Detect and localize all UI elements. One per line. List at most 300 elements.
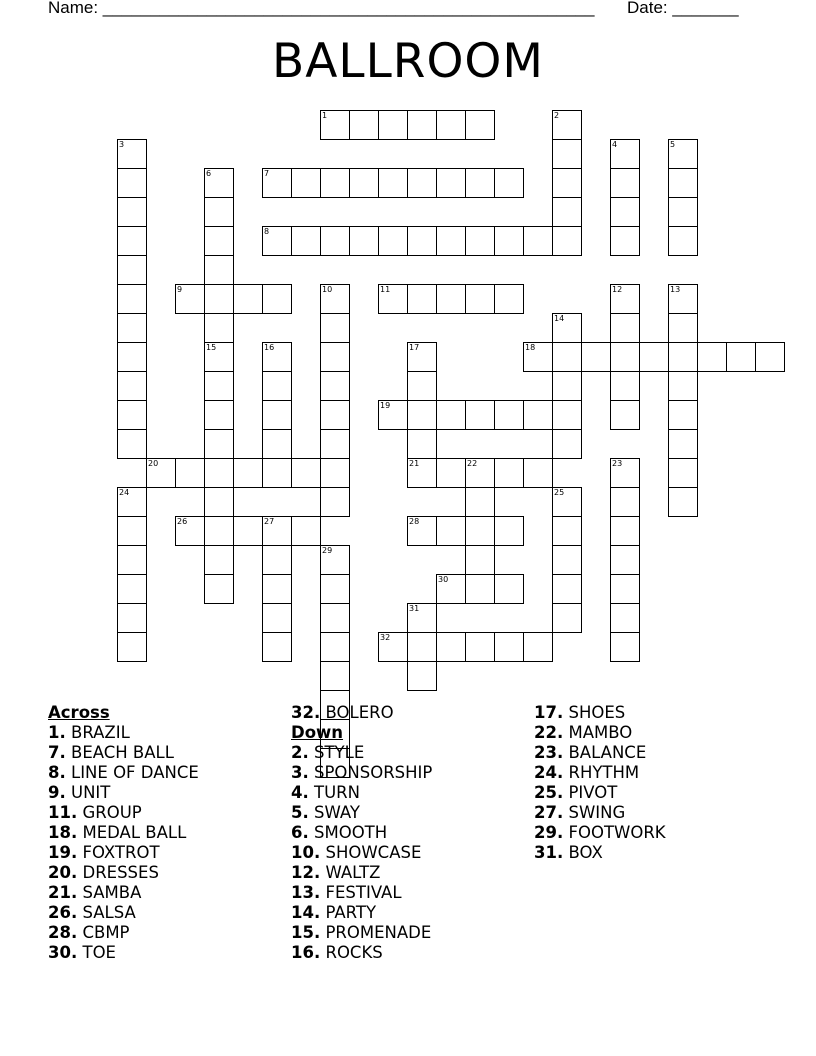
- clue-item: [291, 903, 531, 923]
- clue-number: 21: [409, 459, 420, 468]
- grid-cell[interactable]: [378, 632, 408, 662]
- clue-num: 23.: [534, 743, 564, 762]
- grid-cell[interactable]: [552, 545, 582, 575]
- clue-answer: STYLE: [314, 743, 365, 762]
- grid-cell[interactable]: [610, 168, 640, 198]
- grid-cell[interactable]: [726, 342, 756, 372]
- grid-cell[interactable]: [320, 545, 350, 575]
- clue-number: 1: [322, 111, 328, 120]
- clue-item: [534, 723, 774, 743]
- grid-cell[interactable]: [465, 458, 495, 488]
- grid-cell[interactable]: [465, 516, 495, 546]
- clue-number: 9: [177, 285, 183, 294]
- clue-item: [48, 763, 288, 783]
- grid-cell[interactable]: [320, 342, 350, 372]
- grid-cell[interactable]: [204, 226, 234, 256]
- clue-item: [291, 803, 531, 823]
- grid-cell[interactable]: [610, 632, 640, 662]
- grid-cell[interactable]: [262, 168, 292, 198]
- grid-cell[interactable]: [668, 139, 698, 169]
- clue-num: 5.: [291, 803, 309, 822]
- clue-answer: SWING: [568, 803, 626, 822]
- clue-item: [291, 823, 531, 843]
- clue-answer: PIVOT: [568, 783, 618, 802]
- grid-cell[interactable]: [494, 632, 524, 662]
- clue-num: 28.: [48, 923, 78, 942]
- clue-number: 30: [438, 575, 449, 584]
- grid-cell[interactable]: [552, 226, 582, 256]
- grid-cell[interactable]: [610, 342, 640, 372]
- grid-cell[interactable]: [407, 110, 437, 140]
- clue-item: [48, 883, 288, 903]
- clue-number: 18: [525, 343, 536, 352]
- grid-cell[interactable]: [204, 429, 234, 459]
- grid-cell[interactable]: [610, 545, 640, 575]
- clue-column-3: [534, 703, 774, 863]
- grid-cell[interactable]: [465, 226, 495, 256]
- grid-cell[interactable]: [233, 458, 263, 488]
- grid-cell[interactable]: [552, 603, 582, 633]
- clue-number: 23: [612, 459, 623, 468]
- grid-cell[interactable]: [668, 284, 698, 314]
- clue-item: [48, 903, 288, 923]
- grid-cell[interactable]: [552, 342, 582, 372]
- grid-cell[interactable]: [494, 516, 524, 546]
- grid-cell[interactable]: [117, 516, 147, 546]
- grid-cell[interactable]: [610, 487, 640, 517]
- grid-cell[interactable]: [610, 603, 640, 633]
- grid-cell[interactable]: [117, 429, 147, 459]
- clue-num: 26.: [48, 903, 78, 922]
- grid-cell[interactable]: [436, 516, 466, 546]
- clue-answer: DRESSES: [82, 863, 159, 882]
- grid-cell[interactable]: [117, 400, 147, 430]
- grid-cell[interactable]: [262, 226, 292, 256]
- grid-cell[interactable]: [523, 342, 553, 372]
- grid-cell[interactable]: [407, 661, 437, 691]
- clue-num: 3.: [291, 763, 309, 782]
- clue-answer: SHOES: [568, 703, 626, 722]
- grid-cell[interactable]: [668, 371, 698, 401]
- grid-cell[interactable]: [436, 574, 466, 604]
- page-title: BALLROOM: [272, 34, 544, 89]
- clue-item: [291, 923, 531, 943]
- grid-cell[interactable]: [668, 226, 698, 256]
- grid-cell[interactable]: [668, 429, 698, 459]
- grid-cell[interactable]: [117, 545, 147, 575]
- clue-number: 32: [380, 633, 391, 642]
- clue-answer: PARTY: [325, 903, 377, 922]
- grid-cell[interactable]: [117, 574, 147, 604]
- grid-cell[interactable]: [668, 313, 698, 343]
- grid-cell[interactable]: [465, 110, 495, 140]
- clue-answer: GROUP: [82, 803, 142, 822]
- clue-answer: ROCKS: [325, 943, 383, 962]
- clue-num: 12.: [291, 863, 321, 882]
- grid-cell[interactable]: [465, 632, 495, 662]
- grid-cell[interactable]: [204, 487, 234, 517]
- grid-cell[interactable]: [320, 284, 350, 314]
- grid-cell[interactable]: [117, 313, 147, 343]
- grid-cell[interactable]: [552, 429, 582, 459]
- clue-number: 29: [322, 546, 333, 555]
- grid-cell[interactable]: [610, 313, 640, 343]
- clue-answer: UNIT: [71, 783, 111, 802]
- grid-cell[interactable]: [407, 168, 437, 198]
- grid-cell[interactable]: [262, 342, 292, 372]
- clue-number: 4: [612, 140, 618, 149]
- clue-item: [291, 863, 531, 883]
- clue-number: 12: [612, 285, 623, 294]
- grid-cell[interactable]: [320, 400, 350, 430]
- clue-num: 16.: [291, 943, 321, 962]
- grid-cell[interactable]: [262, 632, 292, 662]
- grid-cell[interactable]: [494, 574, 524, 604]
- grid-cell[interactable]: [204, 284, 234, 314]
- grid-cell[interactable]: [378, 226, 408, 256]
- clue-item: [291, 743, 531, 763]
- across-heading: Across: [48, 703, 110, 722]
- grid-cell[interactable]: [465, 545, 495, 575]
- grid-cell[interactable]: [117, 255, 147, 285]
- grid-cell[interactable]: [378, 400, 408, 430]
- clue-number: 20: [148, 459, 159, 468]
- grid-cell[interactable]: [320, 458, 350, 488]
- clue-number: 5: [670, 140, 676, 149]
- grid-cell[interactable]: [204, 342, 234, 372]
- grid-cell[interactable]: [523, 632, 553, 662]
- grid-cell[interactable]: [668, 342, 698, 372]
- grid-cell[interactable]: [465, 487, 495, 517]
- clue-answer: PROMENADE: [325, 923, 432, 942]
- grid-cell[interactable]: [552, 313, 582, 343]
- grid-cell[interactable]: [610, 574, 640, 604]
- clue-item: [291, 783, 531, 803]
- grid-cell[interactable]: [204, 255, 234, 285]
- clue-number: 24: [119, 488, 130, 497]
- clue-num: 17.: [534, 703, 564, 722]
- clue-number: 22: [467, 459, 478, 468]
- clue-num: 22.: [534, 723, 564, 742]
- grid-cell[interactable]: [175, 458, 205, 488]
- grid-cell[interactable]: [407, 603, 437, 633]
- clue-num: 19.: [48, 843, 78, 862]
- clue-item: [48, 783, 288, 803]
- grid-cell[interactable]: [610, 516, 640, 546]
- grid-cell[interactable]: [320, 429, 350, 459]
- clue-item: [534, 743, 774, 763]
- grid-cell[interactable]: [262, 516, 292, 546]
- clue-item: [291, 943, 531, 963]
- grid-cell[interactable]: [117, 371, 147, 401]
- clue-answer: SAMBA: [82, 883, 142, 902]
- grid-cell[interactable]: [117, 603, 147, 633]
- grid-cell[interactable]: [639, 342, 669, 372]
- grid-cell[interactable]: [262, 603, 292, 633]
- grid-cell[interactable]: [407, 400, 437, 430]
- clue-num: 13.: [291, 883, 321, 902]
- clue-number: 25: [554, 488, 565, 497]
- grid-cell[interactable]: [204, 400, 234, 430]
- grid-cell[interactable]: [117, 197, 147, 227]
- clue-item: [534, 843, 774, 863]
- grid-cell[interactable]: [378, 168, 408, 198]
- clue-num: 6.: [291, 823, 309, 842]
- clue-item: [48, 923, 288, 943]
- clue-number: 27: [264, 517, 275, 526]
- clue-number: 17: [409, 343, 420, 352]
- grid-cell[interactable]: [494, 226, 524, 256]
- grid-cell[interactable]: [204, 197, 234, 227]
- grid-cell[interactable]: [349, 110, 379, 140]
- grid-cell[interactable]: [610, 284, 640, 314]
- grid-cell[interactable]: [407, 226, 437, 256]
- clue-num: 24.: [534, 763, 564, 782]
- clue-answer: MAMBO: [568, 723, 633, 742]
- grid-cell[interactable]: [523, 226, 553, 256]
- clue-answer: BOX: [568, 843, 603, 862]
- grid-cell[interactable]: [465, 400, 495, 430]
- grid-cell[interactable]: [610, 139, 640, 169]
- grid-cell[interactable]: [552, 487, 582, 517]
- grid-cell[interactable]: [262, 400, 292, 430]
- grid-cell[interactable]: [436, 284, 466, 314]
- grid-cell[interactable]: [291, 458, 321, 488]
- clue-number: 15: [206, 343, 217, 352]
- clue-number: 3: [119, 140, 125, 149]
- grid-cell[interactable]: [262, 371, 292, 401]
- clue-number: 19: [380, 401, 391, 410]
- grid-cell[interactable]: [436, 110, 466, 140]
- clue-item: [48, 823, 288, 843]
- clue-number: 11: [380, 285, 391, 294]
- clue-answer: FOOTWORK: [568, 823, 666, 842]
- clue-item: [48, 843, 288, 863]
- clue-num: 31.: [534, 843, 564, 862]
- grid-cell[interactable]: [320, 168, 350, 198]
- clue-answer: FESTIVAL: [325, 883, 402, 902]
- grid-cell[interactable]: [262, 545, 292, 575]
- grid-cell[interactable]: [233, 284, 263, 314]
- grid-cell[interactable]: [320, 313, 350, 343]
- clue-number: 10: [322, 285, 333, 294]
- grid-cell[interactable]: [204, 545, 234, 575]
- grid-cell[interactable]: [552, 110, 582, 140]
- clue-answer: FOXTROT: [82, 843, 160, 862]
- grid-cell[interactable]: [552, 197, 582, 227]
- grid-cell[interactable]: [668, 487, 698, 517]
- grid-cell[interactable]: [755, 342, 785, 372]
- clue-item: [48, 723, 288, 743]
- clue-number: 28: [409, 517, 420, 526]
- grid-cell[interactable]: [407, 371, 437, 401]
- grid-cell[interactable]: [378, 284, 408, 314]
- clue-item: [291, 763, 531, 783]
- grid-cell[interactable]: [407, 458, 437, 488]
- grid-cell[interactable]: [494, 458, 524, 488]
- grid-cell[interactable]: [378, 110, 408, 140]
- clue-answer: SPONSORSHIP: [314, 763, 433, 782]
- clue-item: [291, 883, 531, 903]
- grid-cell[interactable]: [262, 458, 292, 488]
- clue-item: [48, 863, 288, 883]
- grid-cell[interactable]: [610, 226, 640, 256]
- clue-num: 20.: [48, 863, 78, 882]
- grid-cell[interactable]: [175, 284, 205, 314]
- grid-cell[interactable]: [697, 342, 727, 372]
- clue-item: [291, 703, 531, 723]
- clue-answer: MEDAL BALL: [82, 823, 187, 842]
- grid-cell[interactable]: [204, 313, 234, 343]
- clue-num: 25.: [534, 783, 564, 802]
- grid-cell[interactable]: [610, 197, 640, 227]
- grid-cell[interactable]: [349, 226, 379, 256]
- clue-num: 7.: [48, 743, 66, 762]
- clue-num: 15.: [291, 923, 321, 942]
- grid-cell[interactable]: [407, 342, 437, 372]
- clue-item: [534, 703, 774, 723]
- grid-cell[interactable]: [552, 371, 582, 401]
- grid-cell[interactable]: [233, 516, 263, 546]
- clue-item: [534, 783, 774, 803]
- grid-cell[interactable]: [668, 400, 698, 430]
- grid-cell[interactable]: [320, 574, 350, 604]
- grid-cell[interactable]: [465, 574, 495, 604]
- clue-answer: SWAY: [314, 803, 360, 822]
- grid-cell[interactable]: [320, 661, 350, 691]
- clue-answer: BOLERO: [325, 703, 394, 722]
- clue-num: 18.: [48, 823, 78, 842]
- grid-cell[interactable]: [291, 226, 321, 256]
- clue-item: [48, 743, 288, 763]
- grid-cell[interactable]: [349, 168, 379, 198]
- clue-item: [48, 943, 288, 963]
- clue-num: 11.: [48, 803, 78, 822]
- clue-answer: BRAZIL: [71, 723, 130, 742]
- grid-cell[interactable]: [175, 516, 205, 546]
- grid-cell[interactable]: [320, 632, 350, 662]
- grid-cell[interactable]: [494, 284, 524, 314]
- grid-cell[interactable]: [204, 168, 234, 198]
- grid-cell[interactable]: [668, 168, 698, 198]
- clue-answer: TOE: [82, 943, 116, 962]
- grid-cell[interactable]: [465, 284, 495, 314]
- grid-cell[interactable]: [610, 371, 640, 401]
- grid-cell[interactable]: [320, 226, 350, 256]
- grid-cell[interactable]: [465, 168, 495, 198]
- grid-cell[interactable]: [552, 139, 582, 169]
- grid-cell[interactable]: [407, 429, 437, 459]
- clue-column-1: [48, 703, 288, 963]
- clue-answer: SALSA: [82, 903, 136, 922]
- grid-cell[interactable]: [117, 139, 147, 169]
- clue-answer: WALTZ: [325, 863, 381, 882]
- clue-num: 1.: [48, 723, 66, 742]
- grid-cell[interactable]: [262, 284, 292, 314]
- clue-answer: CBMP: [82, 923, 130, 942]
- grid-cell[interactable]: [436, 226, 466, 256]
- grid-cell[interactable]: [407, 284, 437, 314]
- grid-cell[interactable]: [610, 400, 640, 430]
- grid-cell[interactable]: [117, 342, 147, 372]
- grid-cell[interactable]: [552, 168, 582, 198]
- grid-cell[interactable]: [552, 574, 582, 604]
- clue-num: 30.: [48, 943, 78, 962]
- clue-num: 14.: [291, 903, 321, 922]
- grid-cell[interactable]: [407, 632, 437, 662]
- grid-cell[interactable]: [204, 371, 234, 401]
- clue-number: 7: [264, 169, 270, 178]
- name-line: Name: ____________________________________________________: [48, 0, 595, 17]
- clue-answer: BALANCE: [568, 743, 647, 762]
- clue-number: 16: [264, 343, 275, 352]
- grid-cell[interactable]: [320, 603, 350, 633]
- clue-number: 2: [554, 111, 560, 120]
- clue-item: [534, 763, 774, 783]
- grid-cell[interactable]: [552, 400, 582, 430]
- grid-cell[interactable]: [117, 632, 147, 662]
- clue-num: 21.: [48, 883, 78, 902]
- grid-cell[interactable]: [610, 458, 640, 488]
- date-line: Date: _______: [627, 0, 739, 17]
- grid-cell[interactable]: [494, 168, 524, 198]
- clue-column-2: [291, 703, 531, 963]
- clue-number: 14: [554, 314, 565, 323]
- clue-item: [291, 843, 531, 863]
- grid-cell[interactable]: [320, 371, 350, 401]
- grid-cell[interactable]: [581, 342, 611, 372]
- grid-cell[interactable]: [436, 632, 466, 662]
- grid-cell[interactable]: [146, 458, 176, 488]
- grid-cell[interactable]: [552, 516, 582, 546]
- grid-cell[interactable]: [291, 516, 321, 546]
- grid-cell[interactable]: [204, 458, 234, 488]
- grid-cell[interactable]: [668, 458, 698, 488]
- grid-cell[interactable]: [117, 284, 147, 314]
- clue-num: 27.: [534, 803, 564, 822]
- grid-cell[interactable]: [204, 516, 234, 546]
- grid-cell[interactable]: [407, 516, 437, 546]
- grid-cell[interactable]: [494, 400, 524, 430]
- clue-num: 10.: [291, 843, 321, 862]
- grid-cell[interactable]: [204, 574, 234, 604]
- grid-cell[interactable]: [523, 458, 553, 488]
- grid-cell[interactable]: [668, 197, 698, 227]
- grid-cell[interactable]: [436, 458, 466, 488]
- down-heading: Down: [291, 723, 344, 742]
- clue-number: 31: [409, 604, 420, 613]
- clue-number: 13: [670, 285, 681, 294]
- grid-cell[interactable]: [436, 400, 466, 430]
- clue-num: 29.: [534, 823, 564, 842]
- grid-cell[interactable]: [320, 110, 350, 140]
- clue-number: 6: [206, 169, 212, 178]
- grid-cell[interactable]: [320, 487, 350, 517]
- grid-cell[interactable]: [436, 168, 466, 198]
- grid-cell[interactable]: [117, 487, 147, 517]
- clue-number: 26: [177, 517, 188, 526]
- grid-cell[interactable]: [262, 429, 292, 459]
- grid-cell[interactable]: [523, 400, 553, 430]
- clue-answer: SMOOTH: [314, 823, 388, 842]
- clue-answer: RHYTHM: [568, 763, 640, 782]
- grid-cell[interactable]: [117, 226, 147, 256]
- grid-cell[interactable]: [262, 574, 292, 604]
- grid-cell[interactable]: [291, 168, 321, 198]
- clue-num: 4.: [291, 783, 309, 802]
- grid-cell[interactable]: [117, 168, 147, 198]
- clue-number: 8: [264, 227, 270, 236]
